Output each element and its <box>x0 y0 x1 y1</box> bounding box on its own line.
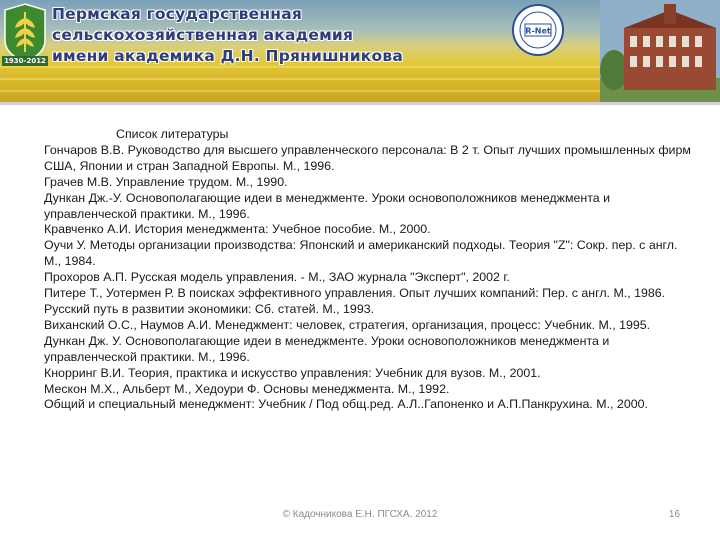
academy-building-icon <box>600 0 720 102</box>
reference-entry: Гончаров В.В. Руководство для высшего управленческого персонала: В 2 т. Опыт лучших промышленных фирм США, Японии и стран Западной Европы. М., 1996. <box>44 142 691 173</box>
reference-entry: Оучи У. Методы организации производства: Японский и американский подходы. Теория "Z": Сокр. пер. с англ. М., 1984. <box>44 238 678 269</box>
header-banner <box>0 0 720 102</box>
reference-entry: Дункан Дж. У. Основополагающие идеи в менеджменте. Уроки основоположников менеджмента и управленческой практики. М., 1996. <box>44 333 610 364</box>
reference-entry: Грачев М.В. Управление трудом. М., 1990. <box>44 174 288 189</box>
page-number: 16 <box>668 509 680 520</box>
reference-entry: Питере Т., Уотермен Р. В поисках эффективного управления. Опыт лучших компаний: Пер. с англ. М., 1986. <box>44 286 666 301</box>
reference-entry: Кравченко А.И. История менеджмента: Учебное пособие. М., 2000. <box>44 222 431 237</box>
footer-copyright: © Кадочникова Е.Н. ПГСХА. 2012 <box>282 509 438 520</box>
banner-title-line: Пермская государственная <box>52 5 302 23</box>
reference-entry: Дункан Дж.-У. Основополагающие идеи в менеджменте. Уроки основоположников менеджмента и управленческой практики. М., 1996. <box>44 190 610 221</box>
banner-divider <box>0 102 720 105</box>
banner-title <box>52 4 403 67</box>
banner-title-line: имени академика Д.Н. Прянишникова <box>52 47 403 65</box>
seal-text: R-Net <box>525 26 551 36</box>
banner-title-line: сельскохозяйственная академия <box>52 26 354 44</box>
reference-entry: Виханский О.С., Наумов А.И. Менеджмент: человек, стратегия, организация, процесс: Учебник. М., 1995. <box>44 317 651 332</box>
reference-entry: Кнорринг В.И. Теория, практика и искусство управления: Учебник для вузов. М., 2001. <box>44 365 541 380</box>
reference-entry: Общий и специальный менеджмент: Учебник / Под общ.ред. А.Л..Гапоненко и А.П.Панкрухина. М., 2000. <box>44 397 648 412</box>
rnet-seal-icon <box>512 4 564 56</box>
references-heading: Список литературы <box>116 127 229 141</box>
reference-entry: Прохоров А.П. Русская модель управления. - М., ЗАО журнала "Эксперт", 2002 г. <box>44 270 510 285</box>
references-section <box>44 127 694 413</box>
reference-entry: Русский путь в развитии экономики: Сб. статей. М., 1993. <box>44 301 375 316</box>
logo-years: 1930-2012 <box>2 56 48 66</box>
reference-entry: Мескон М.Х., Альберт М., Хедоури Ф. Основы менеджмента. М., 1992. <box>44 381 450 396</box>
